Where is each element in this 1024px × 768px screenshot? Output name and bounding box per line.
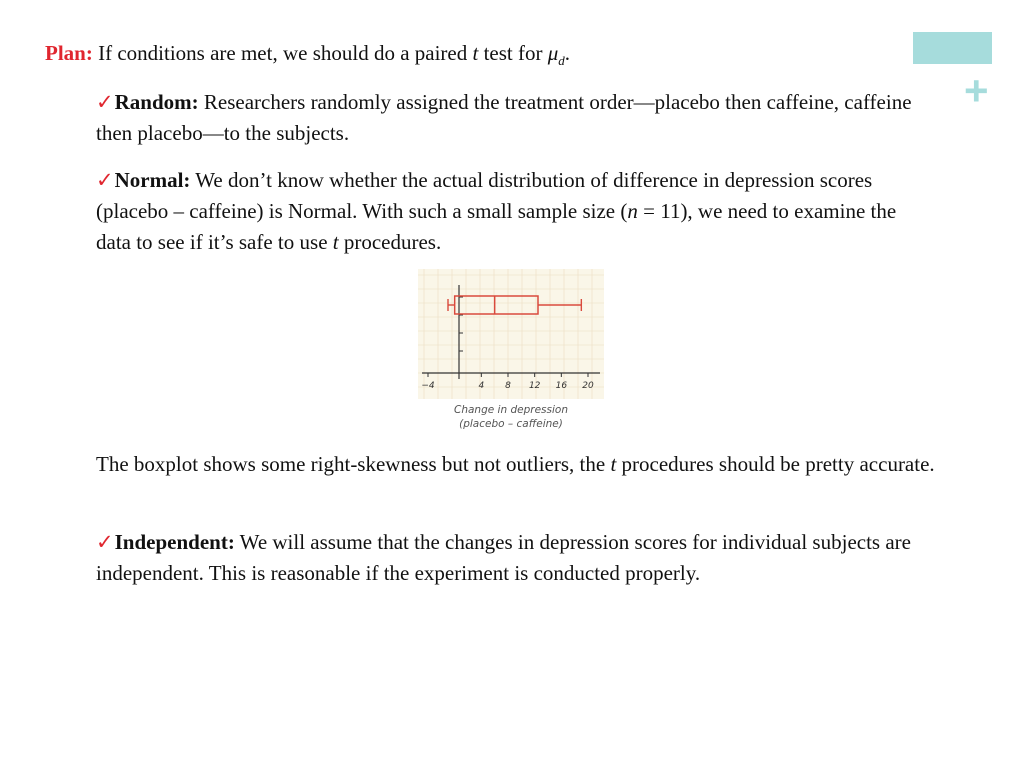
plan-text-1: If conditions are met, we should do a paired — [92, 41, 473, 65]
caption-line-1: Change in depression — [454, 404, 568, 416]
x-tick-label: 4 — [478, 381, 485, 391]
plan-end: . — [564, 41, 571, 65]
normal-condition — [96, 165, 936, 258]
x-tick-label: 16 — [555, 381, 568, 391]
mu-d-symbol — [547, 41, 565, 69]
caption-line-2: (placebo – caffeine) — [459, 418, 563, 430]
plan-t-symbol: t — [472, 41, 479, 65]
x-tick-label: −4 — [421, 381, 435, 391]
plus-decoration-icon: + — [964, 67, 989, 114]
random-condition — [96, 87, 936, 149]
checkmark-icon: ✓ — [96, 530, 114, 554]
boxplot-caption — [418, 403, 604, 431]
boxplot-note-text-1: The boxplot shows some right-skewness but not outliers, the — [96, 452, 611, 476]
boxplot-note-text-2: procedures should be pretty accurate. — [616, 452, 935, 476]
plan-paragraph — [45, 38, 945, 76]
t-symbol: t — [332, 230, 339, 254]
boxplot-note — [96, 449, 936, 480]
mu-symbol: μ — [547, 41, 559, 65]
normal-text-2: = 11), we need to examine the data to see if it’s safe to use — [96, 199, 897, 254]
random-text: Researchers randomly assigned the treatment order—placebo then caffeine, caffeine then placebo—to the subjects. — [96, 90, 912, 145]
random-label: Random: — [114, 90, 199, 114]
boxplot-note-t-symbol: t — [610, 452, 617, 476]
plan-text-2: test for — [478, 41, 548, 65]
normal-label: Normal: — [114, 168, 191, 192]
checkmark-icon: ✓ — [96, 168, 114, 192]
mu-subscript: d — [558, 53, 565, 69]
normal-text-3: procedures. — [338, 230, 442, 254]
x-tick-label: 8 — [505, 381, 511, 391]
independent-label: Independent: — [114, 530, 235, 554]
x-tick-label: 12 — [528, 381, 541, 391]
x-tick-label: 20 — [582, 381, 594, 391]
boxplot-figure — [418, 269, 604, 441]
checkmark-icon: ✓ — [96, 90, 114, 114]
normal-text-1: We don’t know whether the actual distribution of difference in depression scores (placebo – caffeine) is Normal. With such a small sample size ( — [96, 168, 873, 223]
independent-condition — [96, 527, 936, 589]
independent-text: We will assume that the changes in depression scores for individual subjects are independent. This is reasonable if the experiment is conducted properly. — [96, 530, 911, 585]
boxplot-chart — [418, 269, 604, 399]
plan-label: Plan: — [45, 41, 93, 65]
n-symbol: n — [627, 199, 638, 223]
plot-background — [418, 269, 604, 399]
